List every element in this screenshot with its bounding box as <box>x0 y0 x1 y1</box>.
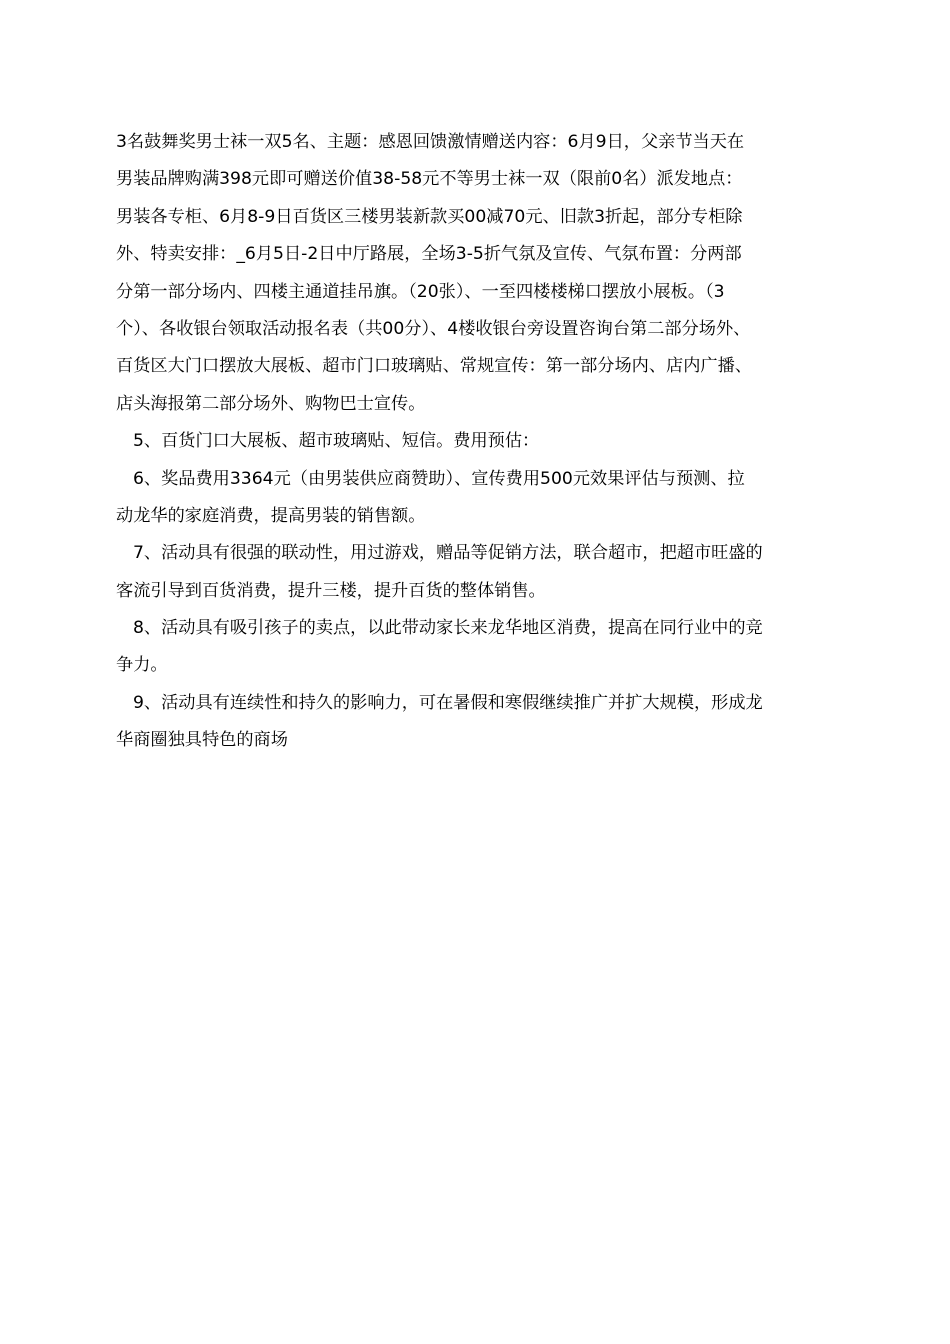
paragraph-5-line: 5、百货门口大展板、超市玻璃贴、短信。费用预估： <box>133 431 540 452</box>
paragraph-8-line: 8、活动具有吸引孩子的卖点，以此带动家长来龙华地区消费，提高在同行业中的竞 <box>133 618 763 639</box>
paragraph-7-line: 7、活动具有很强的联动性，用过游戏，赠品等促销方法，联合超市，把超市旺盛的 <box>133 543 763 564</box>
document-body <box>116 124 836 760</box>
body-text-line: 百货区大门口摆放大展板、超市门口玻璃贴、常规宣传：第一部分场内、店内广播、 <box>116 356 752 377</box>
body-text-line: 争力。 <box>116 655 168 676</box>
body-text-line: 分第一部分场内、四楼主通道挂吊旗。（20张）、一至四楼楼梯口摆放小展板。（3 <box>116 281 725 302</box>
body-text-line: 男装品牌购满398元即可赠送价值38-58元不等男士袜一双（限前0名）派发地点： <box>116 169 743 190</box>
body-text-line: 3名鼓舞奖男士袜一双5名、主题：感恩回馈激情赠送内容：6月9日，父亲节当天在 <box>116 132 745 152</box>
body-text-line: 华商圈独具特色的商场 <box>116 730 288 751</box>
body-text-line: 男装各专柜、6月8-9日百货区三楼男装新款买00减70元、旧款3折起，部分专柜除 <box>116 206 743 227</box>
body-text-line: 店头海报第二部分场外、购物巴士宣传。 <box>116 393 426 414</box>
body-text-line: 个）、各收银台领取活动报名表（共00分）、4楼收银台旁设置咨询台第二部分场外、 <box>116 318 751 339</box>
paragraph-9-line: 9、活动具有连续性和持久的影响力，可在暑假和寒假继续推广并扩大规模，形成龙 <box>133 692 763 713</box>
body-text-line: 外、特卖安排：_6月5日-2日中厅路展，全场3-5折气氛及宣传、气氛布置：分两部 <box>116 244 742 265</box>
body-text-line: 客流引导到百货消费，提升三楼，提升百货的整体销售。 <box>116 580 546 601</box>
paragraph-6-line: 6、奖品费用3364元（由男装供应商赞助）、宣传费用500元效果评估与预测、拉 <box>133 468 745 489</box>
body-text-line: 动龙华的家庭消费，提高男装的销售额。 <box>116 505 426 526</box>
